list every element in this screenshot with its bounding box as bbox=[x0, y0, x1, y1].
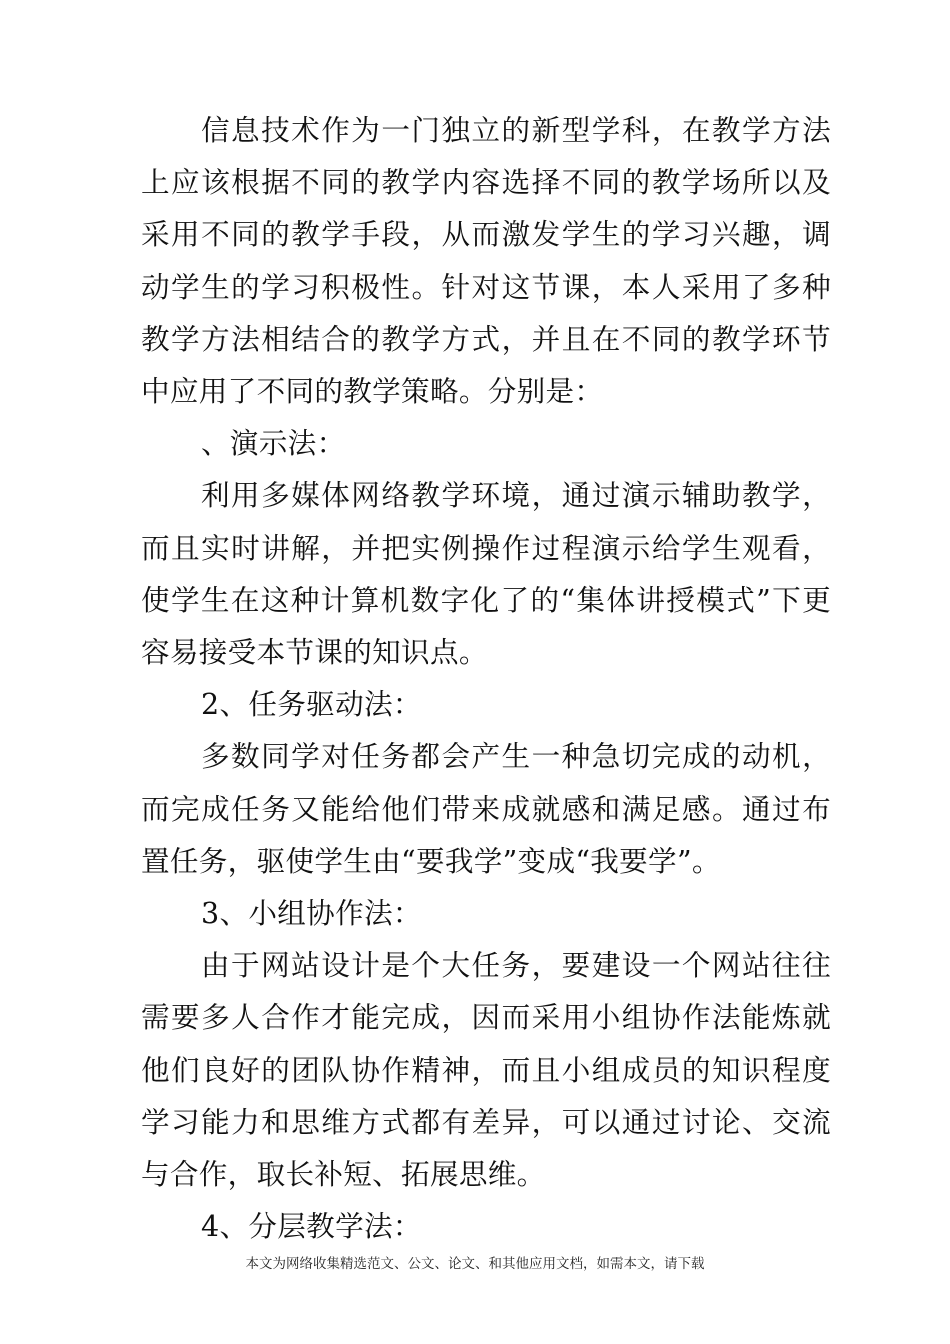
heading-group-collaboration-method: 3、小组协作法： bbox=[201, 896, 422, 931]
paragraph-demonstration-method: 利用多媒体网络教学环境，通过演示辅助教学，而且实时讲解，并把实例操作过程演示给学生观看，使学生在这种计算机数字化了的“集体讲授模式”下更容易接受本节课的知识点。 bbox=[141, 478, 831, 670]
paragraph-task-driven-method: 多数同学对任务都会产生一种急切完成的动机，而完成任务又能给他们带来成就感和满足感。通过布置任务，驱使学生由“要我学”变成“我要学”。 bbox=[141, 739, 831, 878]
document-body bbox=[141, 104, 831, 1252]
heading-task-driven-method: 2、任务驱动法： bbox=[201, 687, 422, 722]
paragraph-group-collaboration-method: 由于网站设计是个大任务，要建设一个网站往往需要多人合作才能完成，因而采用小组协作法能炼就他们良好的团队协作精神，而且小组成员的知识程度学习能力和思维方式都有差异，可以通过讨论、交流与合作，取长补短、拓展思维。 bbox=[141, 948, 831, 1192]
page-footer: 本文为网络收集精选范文、公文、论文、和其他应用文档，如需本文，请下载 bbox=[245, 1256, 705, 1272]
paragraph-intro: 信息技术作为一门独立的新型学科，在教学方法上应该根据不同的教学内容选择不同的教学场所以及采用不同的教学手段，从而激发学生的学习兴趣，调动学生的学习积极性。针对这节课，本人采用了多种教学方法相结合的教学方式，并且在不同的教学环节中应用了不同的教学策略。分别是： bbox=[141, 113, 831, 409]
heading-demonstration-method: 、演示法： bbox=[201, 426, 346, 461]
heading-layered-teaching-method: 4、分层教学法： bbox=[201, 1209, 422, 1244]
